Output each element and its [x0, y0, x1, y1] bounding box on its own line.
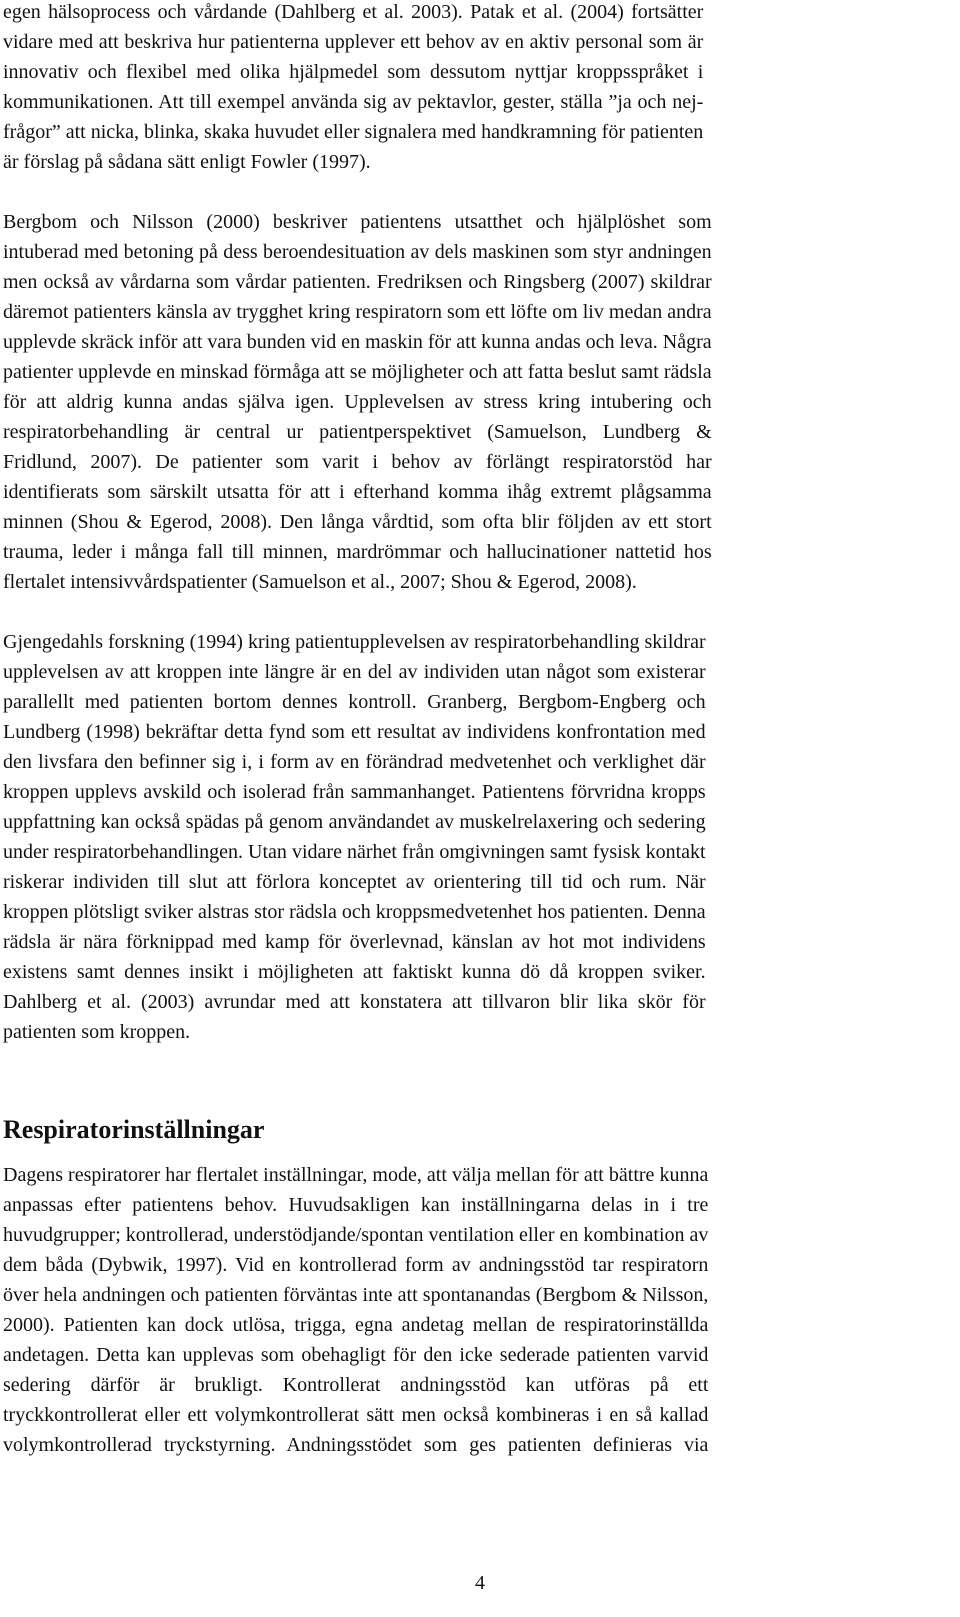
text-line: för att aldrig kunna andas själva igen. Upplevelsen av stress kring intubering och — [3, 391, 712, 413]
text-line: innovativ och flexibel med olika hjälpmedel som dessutom nyttjar kroppsspråket i — [3, 61, 704, 83]
text-line: kroppen upplevs avskild och isolerad från sammanhanget. Patientens förvridna kropps — [3, 781, 706, 803]
text-line: upplevde skräck inför att vara bunden vid en maskin för att kunna andas och leva. Några — [3, 331, 712, 353]
paragraph-body-experience — [3, 627, 706, 1047]
text-line: egen hälsoprocess och vårdande (Dahlberg et al. 2003). Patak et al. (2004) fortsätter — [3, 1, 704, 23]
text-line: vidare med att beskriva hur patienterna upplever ett behov av en aktiv personal som är — [3, 31, 704, 53]
text-line: Gjengedahls forskning (1994) kring patientupplevelsen av respiratorbehandling skildrar — [3, 631, 706, 653]
text-line: minnen (Shou & Egerod, 2008). Den långa vårdtid, som ofta blir följden av ett stort — [3, 511, 712, 533]
text-line: Fridlund, 2007). De patienter som varit i behov av förlängt respiratorstöd har — [3, 451, 712, 473]
text-line: existens samt dennes insikt i möjligheten att faktiskt kunna dö då kroppen sviker. — [3, 961, 706, 983]
section-heading: Respiratorinställningar — [3, 1115, 265, 1144]
text-line: över hela andningen och patienten förväntas inte att spontanandas (Bergbom & Nilsson, — [3, 1284, 709, 1306]
text-line: kommunikationen. Att till exempel använda sig av pektavlor, gester, ställa ”ja och nej- — [3, 91, 704, 113]
text-line: rädsla är nära förknippad med kamp för överlevnad, känslan av hot mot individens — [3, 931, 706, 953]
text-line: riskerar individen till slut att förlora konceptet av orientering till tid och rum. När — [3, 871, 706, 893]
text-line: patienten som kroppen. — [3, 1021, 191, 1043]
text-line: flertalet intensivvårdspatienter (Samuelson et al., 2007; Shou & Egerod, 2008). — [3, 571, 637, 593]
text-line: Dagens respiratorer har flertalet inställningar, mode, att välja mellan för att bättre kunna — [3, 1164, 709, 1186]
text-line: frågor” att nicka, blinka, skaka huvudet eller signalera med handkramning för patienten — [3, 121, 704, 143]
text-line: 2000). Patienten kan dock utlösa, trigga, egna andetag mellan de respiratorinställda — [3, 1314, 709, 1336]
text-line: patienter upplevde en minskad förmåga att se möjligheter och att fatta beslut samt rädsla — [3, 361, 712, 383]
text-line: Dahlberg et al. (2003) avrundar med att konstatera att tillvaron blir lika skör för — [3, 991, 706, 1013]
paragraph-respirator-settings — [3, 1160, 708, 1460]
text-line: intuberad med betoning på dess beroendesituation av dels maskinen som styr andningen — [3, 241, 712, 263]
text-line: tryckkontrollerat eller ett volymkontrollerat sätt men också kombineras i en så kallad — [3, 1404, 709, 1426]
text-line: uppfattning kan också spädas på genom användandet av muskelrelaxering och sedering — [3, 811, 706, 833]
text-line: andetagen. Detta kan upplevas som obehagligt för den icke sederade patienten varvid — [3, 1344, 709, 1366]
text-line: Bergbom och Nilsson (2000) beskriver patientens utsatthet och hjälplöshet som — [3, 211, 712, 233]
page-number: 4 — [475, 1572, 485, 1594]
paragraph-patient-communication — [3, 0, 703, 177]
text-line: huvudgrupper; kontrollerad, understödjande/spontan ventilation eller en kombination av — [3, 1224, 709, 1246]
text-line: respiratorbehandling är central ur patientperspektivet (Samuelson, Lundberg & — [3, 421, 712, 443]
text-line: kroppen plötsligt sviker alstras stor rädsla och kroppsmedvetenhet hos patienten. Denna — [3, 901, 706, 923]
text-line: sedering därför är brukligt. Kontrollerat andningsstöd kan utföras på ett — [3, 1374, 709, 1396]
text-line: däremot patienters känsla av trygghet kring respiratorn som ett löfte om liv medan andra — [3, 301, 712, 323]
text-line: trauma, leder i många fall till minnen, mardrömmar och hallucinationer nattetid hos — [3, 541, 712, 563]
text-line: dem båda (Dybwik, 1997). Vid en kontrollerad form av andningsstöd tar respiratorn — [3, 1254, 709, 1276]
text-line: men också av vårdarna som vårdar patienten. Fredriksen och Ringsberg (2007) skildrar — [3, 271, 712, 293]
text-line: parallellt med patienten bortom dennes kontroll. Granberg, Bergbom-Engberg och — [3, 691, 706, 713]
text-line: under respiratorbehandlingen. Utan vidare närhet från omgivningen samt fysisk kontakt — [3, 841, 706, 863]
text-line: anpassas efter patientens behov. Huvudsakligen kan inställningarna delas in i tre — [3, 1194, 709, 1216]
text-line: Lundberg (1998) bekräftar detta fynd som ett resultat av individens konfrontation med — [3, 721, 706, 743]
paragraph-patient-vulnerability — [3, 207, 712, 597]
text-line: den livsfara den befinner sig i, i form av en förändrad medvetenhet och verklighet där — [3, 751, 706, 773]
text-line: är förslag på sådana sätt enligt Fowler (1997). — [3, 151, 371, 173]
text-line: identifierats som särskilt utsatta för att i efterhand komma ihåg extremt plågsamma — [3, 481, 712, 503]
text-line: upplevelsen av att kroppen inte längre är en del av individen utan något som existerar — [3, 661, 706, 683]
text-line: volymkontrollerad tryckstyrning. Andningsstödet som ges patienten definieras via — [3, 1434, 709, 1456]
